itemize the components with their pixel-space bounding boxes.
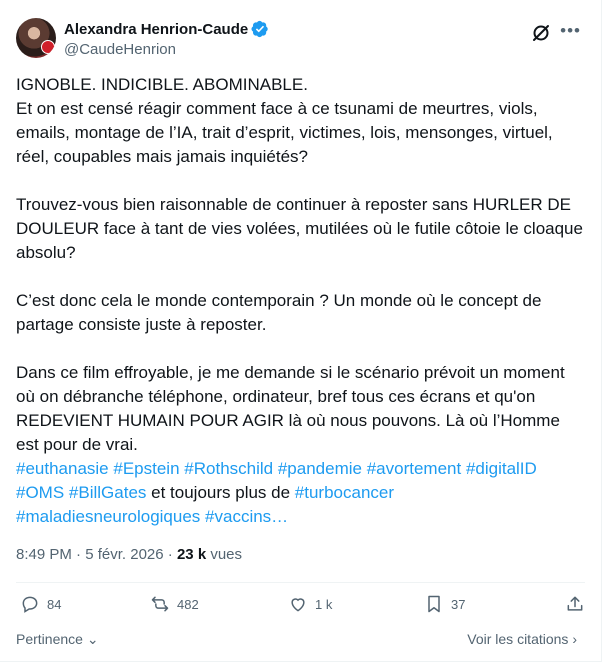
chevron-right-icon: › bbox=[572, 631, 577, 647]
like-count: 1 k bbox=[315, 596, 333, 612]
avatar[interactable] bbox=[16, 18, 56, 58]
post-header bbox=[16, 16, 585, 60]
hashtag-link[interactable]: #Rothschild bbox=[184, 459, 274, 478]
post-time[interactable]: 8:49 PM bbox=[16, 546, 72, 563]
meta-separator: · bbox=[163, 546, 177, 563]
heart-icon bbox=[288, 594, 308, 614]
hashtag-link[interactable]: #vaccins bbox=[205, 507, 272, 526]
hashtag-link[interactable]: #BillGates bbox=[68, 483, 147, 502]
avatar-badge bbox=[41, 40, 55, 54]
repost-count: 482 bbox=[177, 596, 199, 612]
hashtag-link[interactable]: #OMS bbox=[16, 483, 65, 502]
hashtag-link[interactable]: #turbocancer bbox=[294, 483, 395, 502]
reply-count: 84 bbox=[47, 596, 62, 612]
grok-icon[interactable] bbox=[531, 23, 551, 43]
chevron-down-icon: ⌄ bbox=[86, 631, 99, 647]
relevance-label: Pertinence bbox=[16, 631, 83, 647]
view-quotes-label: Voir les citations bbox=[467, 631, 569, 647]
meta-separator: · bbox=[71, 546, 86, 563]
repost-icon bbox=[150, 594, 170, 614]
hashtag-link[interactable]: #Epstein bbox=[113, 459, 180, 478]
view-quotes-link[interactable] bbox=[467, 631, 577, 647]
bookmark-button[interactable] bbox=[424, 594, 465, 614]
divider bbox=[16, 582, 585, 583]
hashtag-link[interactable]: #avortement bbox=[366, 459, 462, 478]
repost-button[interactable] bbox=[150, 594, 199, 614]
hashtag-link[interactable]: #maladiesneurologiques bbox=[16, 507, 201, 526]
author-handle[interactable]: @CaudeHenrion bbox=[64, 41, 176, 58]
post-date[interactable]: 5 févr. 2026 bbox=[85, 546, 164, 563]
share-icon bbox=[565, 594, 585, 614]
ellipsis: … bbox=[271, 507, 289, 526]
bookmark-icon bbox=[424, 594, 444, 614]
author-name-row[interactable] bbox=[64, 20, 269, 38]
share-button[interactable] bbox=[565, 594, 585, 614]
more-options-icon[interactable]: ••• bbox=[560, 21, 581, 40]
post-hashtags bbox=[16, 457, 586, 529]
hashtag-line bbox=[16, 481, 586, 505]
action-bar bbox=[16, 594, 585, 622]
views-label: vues bbox=[210, 546, 243, 563]
hashtag-link[interactable]: #pandemie bbox=[277, 459, 362, 478]
sort-relevance-dropdown[interactable] bbox=[16, 631, 99, 648]
bookmark-count: 37 bbox=[451, 596, 466, 612]
hashtag-line bbox=[16, 505, 586, 529]
verified-badge-icon bbox=[251, 20, 269, 38]
inline-text: et toujours plus de bbox=[151, 483, 291, 502]
reply-button[interactable] bbox=[20, 594, 61, 614]
reply-icon bbox=[20, 594, 40, 614]
post-footer bbox=[16, 631, 585, 651]
post-meta bbox=[16, 546, 242, 563]
hashtag-link[interactable]: #euthanasie bbox=[16, 459, 109, 478]
hashtag-line bbox=[16, 457, 586, 481]
like-button[interactable] bbox=[288, 594, 332, 614]
post-text: IGNOBLE. INDICIBLE. ABOMINABLE. Et on est censé réagir comment face à ce tsunami de meurtres, viols, emails, montage de l’IA, trait d’esprit, victimes, lois, mensonges, virtuel, réel, coupables mais jamais inquiétés? Trouvez-vous bien raisonnable de continuer à reposter sans HURLER DE DOULEUR face à tant de vies volées, mutilées où le futile côtoie le cloaque absolu? C’est donc cela le monde contemporain ? Un monde où le concept de partage consiste juste à reposter. Dans ce film effroyable, je me demande si le scénario prévoit un moment où on débranche téléphone, ordinateur, bref tous ces écrans et qu'on REDEVIENT HUMAIN POUR AGIR là où nous pouvons. Là où l’Homme est pour de vrai. bbox=[16, 75, 583, 454]
hashtag-link[interactable]: #digitalID bbox=[465, 459, 537, 478]
views-count: 23 k bbox=[176, 546, 207, 563]
author-name[interactable]: Alexandra Henrion-Caude bbox=[64, 20, 249, 38]
